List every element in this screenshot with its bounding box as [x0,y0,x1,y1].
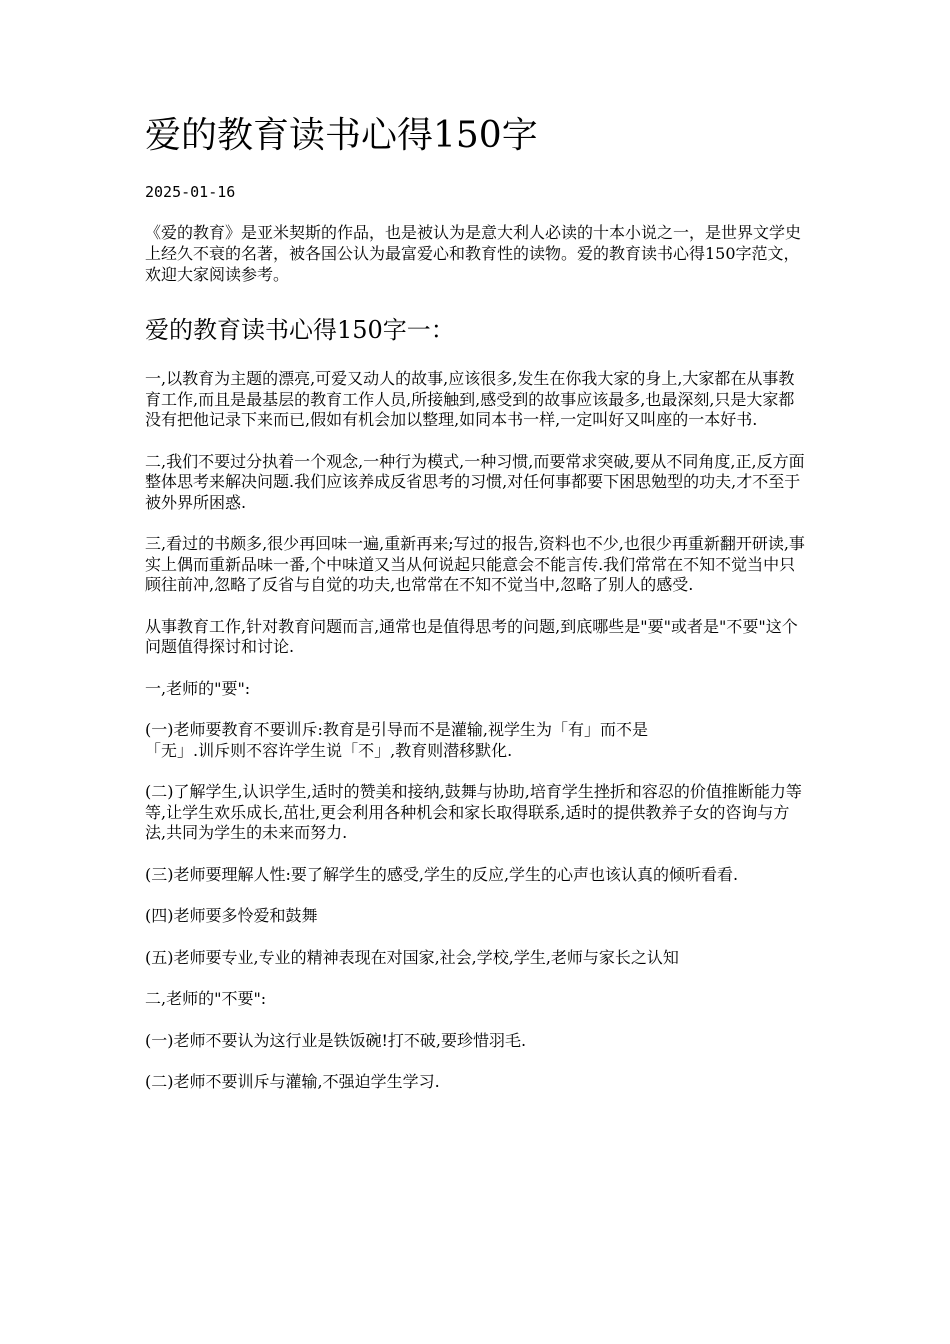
paragraph: 二,老师的"不要": [145,989,267,1008]
paragraph: 三,看过的书颇多,很少再回味一遍,重新再来;写过的报告,资料也不少,也很少再重新翻开研读,事实上偶而重新品味一番,个中味道又当从何说起只能意会不能言传.我们常常在不知不觉当中只顾往前冲,忽略了反省与自觉的功夫,也常常在不知不觉当中,忽略了别人的感受. [145,534,805,594]
paragraph: 从事教育工作,针对教育问题而言,通常也是值得思考的问题,到底哪些是"要"或者是"不要"这个问题值得探讨和讨论. [145,616,798,656]
document-page [145,112,810,1114]
paragraph: 一,老师的"要": [145,678,251,698]
page-title: 爱的教育读书心得150字 [145,115,538,156]
paragraph: (四)老师要多怜爱和鼓舞 [145,906,318,925]
section-title: 爱的教育读书心得150字一： [145,316,455,344]
article-body [145,369,810,1093]
paragraph: 一,以教育为主题的漂亮,可爱又动人的故事,应该很多,发生在你我大家的身上,大家都在从事教育工作,而且是最基层的教育工作人员,所接触到,感受到的故事应该最多,也最深刻,只是大家都没有把他记录下来而已,假如有机会加以整理,如同本书一样,一定叫好又叫座的一本好书. [145,369,795,429]
paragraph: (二)了解学生,认识学生,适时的赞美和接纳,鼓舞与协助,培育学生挫折和容忍的价值推断能力等等,让学生欢乐成长,茁壮,更会利用各种机会和家长取得联系,适时的提供教养子女的咨询与方法,共同为学生的未来而努力. [145,782,802,842]
publish-date: 2025-01-16 [145,183,236,201]
paragraph: (二)老师不要训斥与灌输,不强迫学生学习. [145,1072,440,1091]
paragraph: (五)老师要专业,专业的精神表现在对国家,社会,学校,学生,老师与家长之认知 [145,947,679,967]
paragraph: (一)老师不要认为这行业是铁饭碗!打不破,要珍惜羽毛. [145,1030,527,1050]
intro-paragraph: 《爱的教育》是亚米契斯的作品，也是被认为是意大利人必读的十本小说之一，是世界文学史上经久不衰的名著，被各国公认为最富爱心和教育性的读物。爱的教育读书心得150字范文，欢迎大家阅读参考。 [145,223,802,284]
paragraph: 二,我们不要过分执着一个观念,一种行为模式,一种习惯,而要常求突破,要从不同角度,正,反方面整体思考来解决问题.我们应该养成反省思考的习惯,对任何事都要下困思勉型的功夫,才不至于被外界所困惑. [145,451,805,512]
paragraph: (三)老师要理解人性:要了解学生的感受,学生的反应,学生的心声也该认真的倾听看看. [145,864,739,884]
paragraph: (一)老师要教育不要训斥:教育是引导而不是灌输,视学生为「有」而不是 「无」.训斥则不容许学生说「不」,教育则潜移默化. [145,720,648,760]
